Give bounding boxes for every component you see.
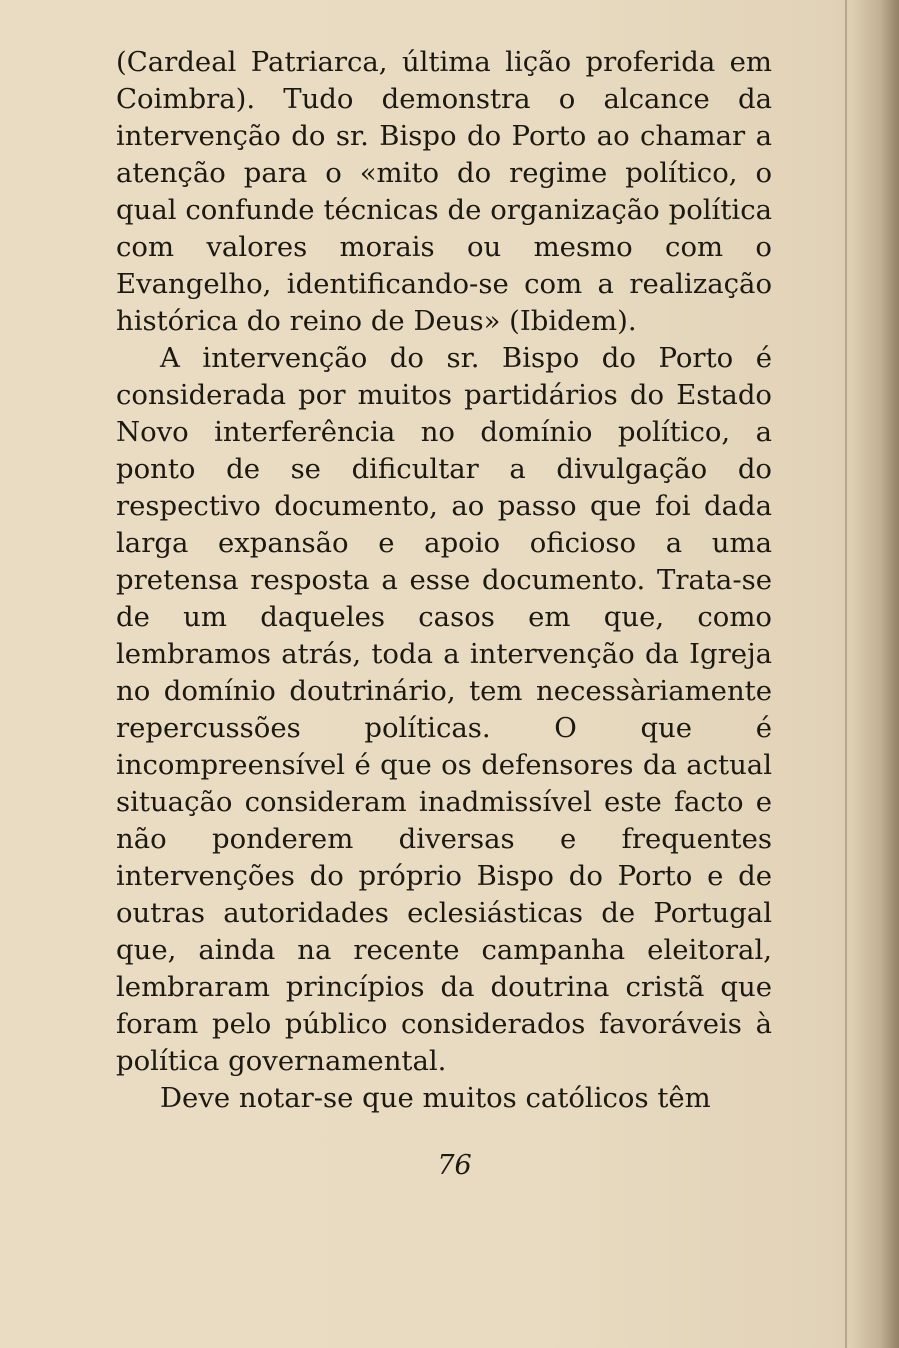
page-number: 76 [437, 1150, 472, 1181]
paragraph-final: Deve notar-se que muitos católicos têm [160, 1082, 711, 1114]
body-text [116, 44, 772, 1117]
page-edge-line [845, 0, 847, 1348]
paragraph-continuation: (Cardeal Patriarca, última lição proferida em Coimbra). Tudo demonstra o alcance da intervenção do sr. Bispo do Porto ao chamar a atenção para o «mito do regime político, o qual confunde técnicas de organização política com valores morais ou mesmo com o Evangelho, identificando-se com a realização histórica do reino de Deus» (Ibidem). [116, 46, 772, 337]
paragraph-intervention: A intervenção do sr. Bispo do Porto é considerada por muitos partidários do Estado Novo interferência no domínio político, a ponto de se dificultar a divulgação do respectivo documento, ao passo que foi dada larga expansão e apoio oficioso a uma pretensa resposta a esse documento. Trata-se de um daqueles casos em que, como lembramos atrás, toda a intervenção da Igreja no domínio doutrinário, tem necessàriamente repercussões políticas. O que é incompreensível é que os defensores da actual situação consideram inadmissível este facto e não ponderem diversas e frequentes intervenções do próprio Bispo do Porto e de outras autoridades eclesiásticas de Portugal que, ainda na recente campanha eleitoral, lembraram princípios da doutrina cristã que foram pelo público considerados favoráveis à política governamental. [116, 342, 772, 1077]
page-edge-shadow [851, 0, 899, 1348]
